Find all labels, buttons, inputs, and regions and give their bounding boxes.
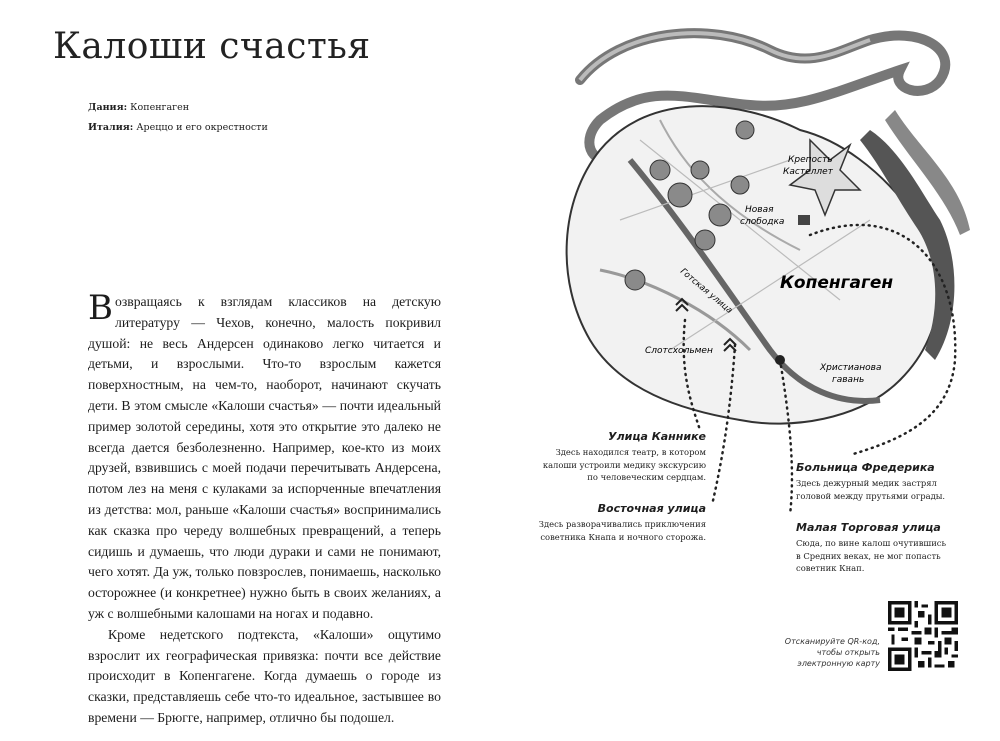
qr-caption: Отсканируйте QR-код, чтобы открыть электронную карту bbox=[784, 637, 880, 668]
label-slotsholmen: Слотсхольмен bbox=[645, 346, 713, 356]
copenhagen-map bbox=[540, 20, 980, 450]
callout-text: Здесь находился театр, в котором калоши устроили медику экскурсию по человеческим сердцам. bbox=[542, 447, 706, 482]
page-title: Калоши счастья bbox=[53, 26, 371, 67]
location-italy bbox=[88, 122, 268, 133]
callout-text: Здесь дежурный медик застрял головой между прутьями ограды. bbox=[796, 478, 946, 501]
label-gothic-street: Готская улица bbox=[678, 266, 735, 316]
qr-code-icon[interactable] bbox=[888, 601, 958, 671]
callout-title: Малая Торговая улица bbox=[796, 521, 941, 534]
label-new-town-2: слободка bbox=[740, 217, 785, 227]
drop-cap: В bbox=[88, 288, 113, 328]
callout-kannike bbox=[540, 430, 706, 484]
paragraph-1: Возвращаясь к взглядам классиков на детскую литературу — Чехов, конечно, малость покривил душой: не весь Андерсен одинаково легко читается и детьми, и взрослыми. Что-то взрослым кажется поверхностным, на чем-то, наоборот, начинают скучать дети. В этом смысле «Калоши счастья» — почти идеальный пример золотой середины, хотя это открытие это далеко не всегда дается безболезненно. Например, кое-кто из моих друзей, взвившись с моей подачи перечитывать Андерсена, потом лез на меня с кулаками за испорченные впечатления из детства: мол, раньше «Калоши счастья» воспринимались как сказка про череду волшебных превращений, а теперь сидишь и думаешь, что люди дураки и сами не понимают, чего хотят. Да уж, только повзрослев, понимаешь, насколько осторожнее (и конкретнее) нужно быть в своих желаниях, а уж с волшебными калошами на ногах и подавно. bbox=[88, 288, 441, 621]
location-country: Италия: bbox=[88, 122, 134, 133]
callout-title: Больница Фредерика bbox=[796, 461, 935, 474]
label-city: Копенгаген bbox=[780, 273, 894, 293]
location-place: Копенгаген bbox=[130, 102, 190, 113]
callout-title: Восточная улица bbox=[597, 502, 706, 515]
location-denmark bbox=[88, 102, 189, 113]
location-country: Дания: bbox=[88, 102, 128, 113]
label-christianshavn-2: гавань bbox=[832, 375, 865, 385]
label-new-town: Новая bbox=[745, 205, 774, 215]
callout-text: Сюда, по вине калош очутившись в Средних веках, не мог попасть советник Кнап. bbox=[796, 538, 947, 573]
callout-title: Улица Каннике bbox=[608, 430, 706, 443]
label-fortress: Крепость bbox=[788, 155, 833, 165]
callout-small-trade bbox=[796, 521, 986, 575]
callout-frederik bbox=[796, 461, 986, 502]
location-place: Ареццо и его окрестности bbox=[136, 122, 268, 133]
article-body bbox=[88, 288, 441, 729]
label-christianshavn: Христианова bbox=[820, 363, 882, 373]
paragraph-2: Кроме недетского подтекста, «Калоши» ощутимо взрослит их географическая привязка: почти все действие происходит в Копенгагене. Когда думаешь о городе из сказки, представляешь себе что-то идеальное, застывшее во времени — Брюгге, например, отлично бы подошел. bbox=[88, 626, 441, 725]
callout-eastern bbox=[520, 502, 706, 543]
label-fortress-2: Кастеллет bbox=[783, 167, 833, 177]
callout-text: Здесь разворачивались приключения советника Кнапа и ночного сторожа. bbox=[538, 519, 706, 542]
